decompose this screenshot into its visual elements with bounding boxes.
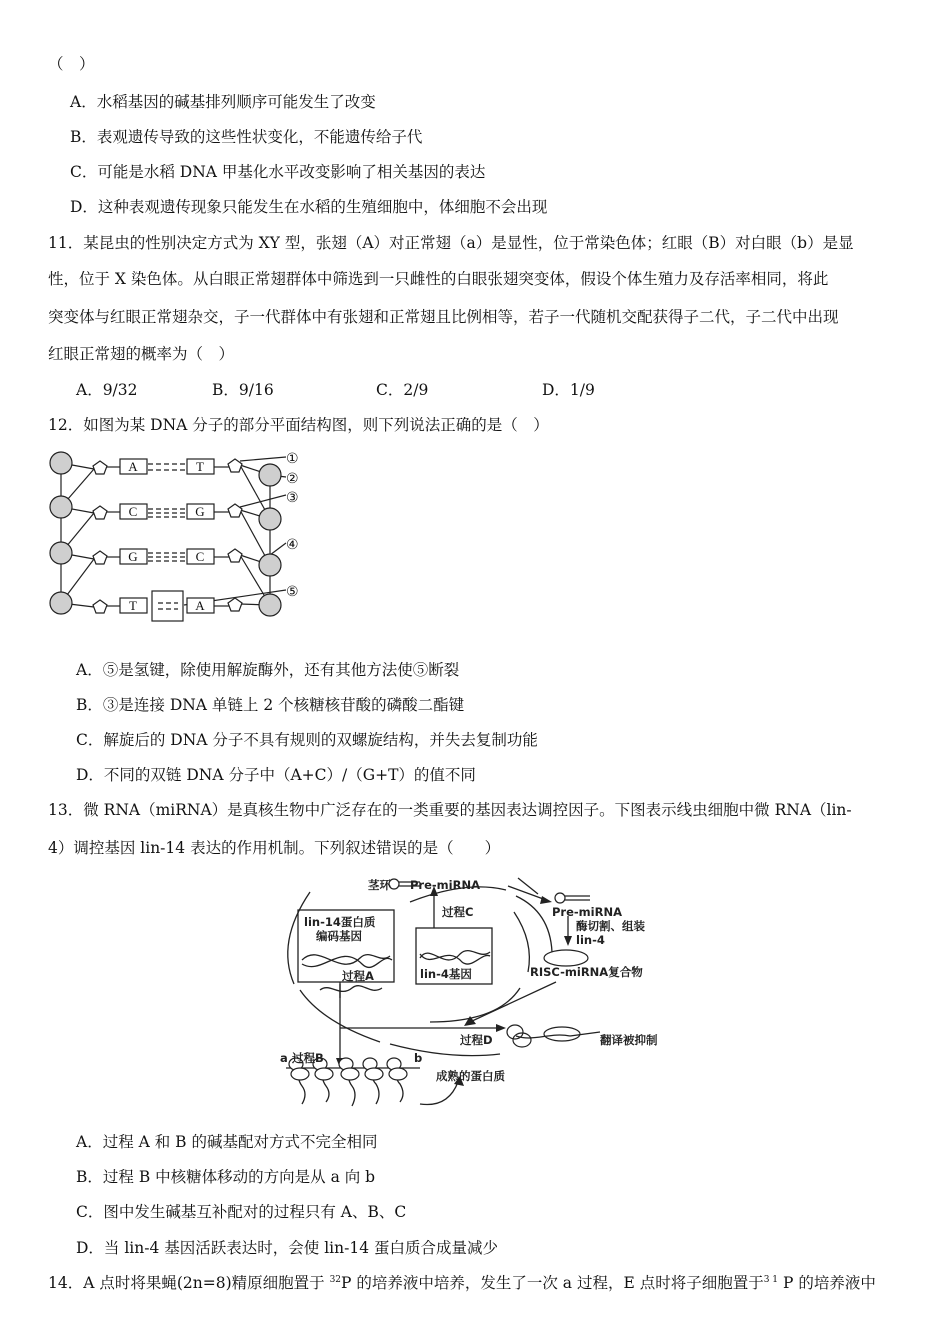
q14-line-1	[48, 1271, 876, 1293]
left-base-1: A	[128, 459, 138, 474]
q10-option-d: D．这种表观遗传现象只能发生在水稻的生殖细胞中，体细胞不会出现	[70, 198, 548, 216]
callout-5: ⑤	[286, 584, 299, 600]
q10-stem-tail: （ ）	[48, 55, 95, 73]
q13-option-b: B．过程 B 中核糖体移动的方向是从 a 向 b	[76, 1168, 376, 1186]
process-d-label: 过程D	[460, 1033, 493, 1047]
pre-mirna-label-2: Pre-miRNA	[552, 905, 622, 919]
pre-mirna-label-1: Pre-miRNA	[410, 878, 480, 892]
q11-line-1: 11．某昆虫的性别决定方式为 XY 型，张翅（A）对正常翅（a）是显性，位于常染色体；红眼（B）对白眼（b）是显	[48, 234, 854, 252]
q13-line-2: 4）调控基因 lin-14 表达的作用机制。下列叙述错误的是（ ）	[48, 839, 501, 857]
process-b-label: 过程B	[292, 1051, 324, 1065]
process-c-label: 过程C	[442, 905, 474, 919]
lin4-gene-label: lin-4基因	[420, 967, 472, 981]
q13-line-1: 13．微 RNA（miRNA）是真核生物中广泛存在的一类重要的基因表达调控因子。下图表示线虫细胞中微 RNA（lin-	[48, 801, 852, 819]
q10-option-a: A．水稻基因的碱基排列顺序可能发生了改变	[70, 93, 376, 111]
inhibited-label: 翻译被抑制	[600, 1033, 658, 1047]
callout-2: ②	[286, 471, 299, 487]
enzyme-label: 酶切割、组装	[576, 919, 645, 933]
q14-part-2: P 的培养液中培养，发生了一次 a 过程，E 点时将子细胞置于	[341, 1274, 764, 1292]
q12-option-a: A．⑤是氢键，除使用解旋酶外，还有其他方法使⑤断裂	[76, 661, 460, 679]
q13-option-d: D．当 lin-4 基因活跃表达时，会使 lin-14 蛋白质合成量减少	[76, 1239, 498, 1257]
mature-protein-label: 成熟的蛋白质	[436, 1069, 505, 1083]
process-a-label: 过程A	[342, 969, 374, 983]
right-base-2: G	[195, 504, 205, 519]
lin4-label: lin-4	[576, 933, 605, 947]
stem-loop-label: 茎环	[368, 878, 391, 892]
q11-line-4: 红眼正常翅的概率为（ ）	[48, 345, 235, 363]
q11-option-a: A．9/32	[76, 381, 138, 399]
label-b: b	[414, 1051, 423, 1065]
callout-3: ③	[286, 490, 299, 506]
q11-line-2: 性，位于 X 染色体。从白眼正常翅群体中筛选到一只雌性的白眼张翅突变体，假设个体生殖力及存活率相同，将此	[48, 270, 829, 288]
mirna-mechanism-figure	[270, 872, 690, 1120]
q12-option-c: C．解旋后的 DNA 分子不具有规则的双螺旋结构，并失去复制功能	[76, 731, 538, 749]
q13-option-a: A．过程 A 和 B 的碱基配对方式不完全相同	[76, 1133, 378, 1151]
q12-option-d: D．不同的双链 DNA 分子中（A+C）/（G+T）的值不同	[76, 766, 476, 784]
q14-part-1: 14．A 点时将果蝇(2n=8)精原细胞置于	[48, 1274, 330, 1292]
risc-label: RISC-miRNA复合物	[530, 965, 643, 979]
q11-option-b: B．9/16	[212, 381, 274, 399]
gene-box-label-2: 编码基因	[316, 929, 362, 943]
q14-sup-2: 3 1	[763, 1274, 779, 1285]
q11-option-d: D．1/9	[542, 381, 595, 399]
dna-structure-figure	[44, 445, 314, 625]
right-base-4: A	[195, 598, 205, 613]
q10-option-c: C．可能是水稻 DNA 甲基化水平改变影响了相关基因的表达	[70, 163, 486, 181]
q11-line-3: 突变体与红眼正常翅杂交，子一代群体中有张翅和正常翅且比例相等，若子一代随机交配获得子二代，子二代中出现	[48, 308, 839, 326]
callout-1: ①	[286, 451, 299, 467]
q11-option-c: C．2/9	[376, 381, 429, 399]
left-base-4: T	[129, 598, 137, 613]
q14-part-3: P 的培养液中	[778, 1274, 876, 1292]
gene-box-label-1: lin-14蛋白质	[304, 915, 376, 929]
callout-4: ④	[286, 537, 299, 553]
q12-option-b: B．③是连接 DNA 单链上 2 个核糖核苷酸的磷酸二酯键	[76, 696, 465, 714]
q12-stem: 12．如图为某 DNA 分子的部分平面结构图，则下列说法正确的是（ ）	[48, 416, 549, 434]
right-base-1: T	[196, 459, 204, 474]
left-base-3: G	[128, 549, 138, 564]
q13-option-c: C．图中发生碱基互补配对的过程只有 A、B、C	[76, 1203, 407, 1221]
left-base-2: C	[128, 504, 138, 519]
q10-option-b: B．表观遗传导致的这些性状变化，不能遗传给子代	[70, 128, 423, 146]
q14-sup-1: 32	[329, 1274, 342, 1285]
right-base-3: C	[195, 549, 205, 564]
label-a: a	[280, 1051, 288, 1065]
